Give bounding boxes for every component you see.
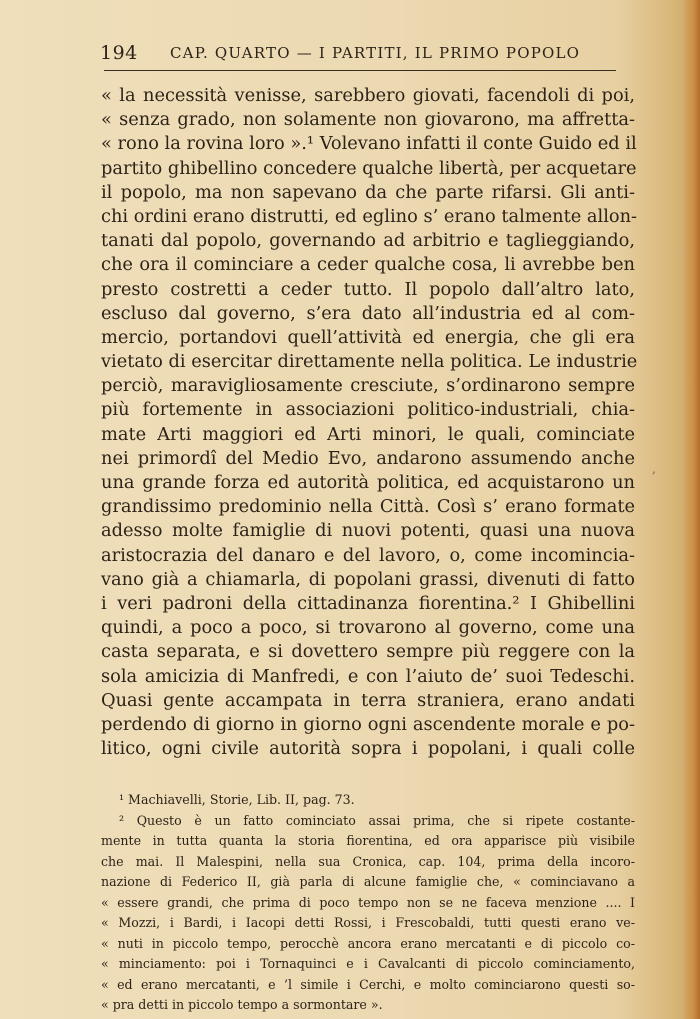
text-line: mate Arti maggiori ed Arti minori, le quali, cominciate	[101, 423, 635, 445]
text-line: perciò, maravigliosamente cresciute, s’ordinarono sempre	[101, 375, 635, 397]
text-line: vano già a chiamarla, di popolani grassi, divenuti di fatto	[101, 568, 635, 590]
text-line: sola amicizia di Manfredi, e con l’aiuto de’ suoi Tedeschi.	[101, 665, 635, 687]
text-line: vietato di esercitar direttamente nella politica. Le industrie	[101, 351, 638, 373]
text-line: casta separata, e si dovettero sempre più reggere con la	[101, 641, 635, 663]
text-line: tanati dal popolo, governando ad arbitrio e taglieggiando,	[101, 230, 635, 252]
text-line: i veri padroni della cittadinanza fiorentina.² I Ghibellini	[101, 592, 635, 614]
text-line: che ora il cominciare a ceder qualche cosa, li avrebbe ben	[101, 254, 635, 276]
text-line: partito ghibellino concedere qualche libertà, per acquetare	[101, 157, 637, 179]
body-text	[101, 84, 638, 761]
text-line: aristocrazia del danaro e del lavoro, o, come incomincia-	[101, 544, 635, 566]
text-line: adesso molte famiglie di nuovi potenti, quasi una nuova	[101, 520, 635, 542]
footnote-2-line: mente in tutta quanta la storia fiorentina, ed ora apparisce più visibile	[101, 833, 635, 848]
footnote-1: ¹ Machiavelli, Storie, Lib. II, pag. 73.	[119, 792, 355, 807]
footnote-2-line: ² Questo è un fatto cominciato assai prima, che si ripete costante-	[119, 812, 635, 828]
footnote-2-line: « essere grandi, che prima di poco tempo non se ne faceva menzione .... I	[101, 894, 635, 910]
page-edge-shadow	[682, 0, 700, 1019]
footnote-2-line: nazione di Federico II, già parla di alcune famiglie che, « cominciavano a	[101, 874, 635, 889]
text-line: una grande forza ed autorità politica, ed acquistarono un	[101, 472, 635, 493]
text-line: « rono la rovina loro ».¹ Volevano infatti il conte Guido ed il	[101, 133, 637, 155]
text-line: nei primordî del Medio Evo, andarono assumendo anche	[101, 447, 635, 469]
text-line: mercio, portandovi quell’attività ed energia, che gli era	[101, 326, 635, 348]
margin-mark: ‚	[652, 462, 656, 476]
footnote-2-line: « minciamento: poi i Tornaquinci e i Cavalcanti di piccolo cominciamento,	[101, 956, 635, 971]
text-line: quindi, a poco a poco, si trovarono al governo, come una	[101, 617, 635, 639]
text-line: grandissimo predominio nella Città. Così s’ erano formate	[101, 496, 635, 518]
footnote-2-line: che mai. Il Malespini, nella sua Cronica, cap. 104, prima della incoro-	[101, 853, 635, 869]
text-line: « la necessità venisse, sarebbero giovati, facendoli di poi,	[101, 85, 635, 106]
page-number: 194	[100, 42, 138, 64]
text-line: il popolo, ma non sapevano da che parte rifarsi. Gli anti-	[101, 181, 635, 203]
text-line: litico, ogni civile autorità sopra i popolani, i quali colle	[101, 738, 635, 760]
footnote-2-line: « Mozzi, i Bardi, i Iacopi detti Rossi, i Frescobaldi, tutti questi erano ve-	[101, 915, 635, 930]
footnote-2-line: « pra detti in piccolo tempo a sormontare ».	[101, 997, 383, 1012]
footnote-2-line: « nuti in piccolo tempo, perocchè ancora erano mercatanti e di piccolo co-	[101, 935, 635, 951]
text-line: perdendo di giorno in giorno ogni ascendente morale e po-	[101, 713, 635, 735]
header-rule	[104, 70, 616, 71]
running-title: CAP. QUARTO — I PARTITI, IL PRIMO POPOLO	[170, 44, 581, 62]
text-line: chi ordini erano distrutti, ed eglino s’ erano talmente allon-	[101, 205, 638, 227]
text-line: « senza grado, non solamente non giovarono, ma affretta-	[101, 109, 635, 131]
footnotes	[101, 790, 635, 1016]
text-line: Quasi gente accampata in terra straniera, erano andati	[101, 689, 635, 711]
page-header	[100, 40, 620, 68]
footnote-2-line: « ed erano mercatanti, e ’l simile i Cerchi, e molto cominciarono questi so-	[101, 976, 635, 992]
text-line: presto costretti a ceder tutto. Il popolo dall’altro lato,	[101, 278, 635, 300]
text-line: escluso dal governo, s’era dato all’industria ed al com-	[101, 302, 635, 324]
text-line: più fortemente in associazioni politico-industriali, chia-	[101, 399, 635, 421]
